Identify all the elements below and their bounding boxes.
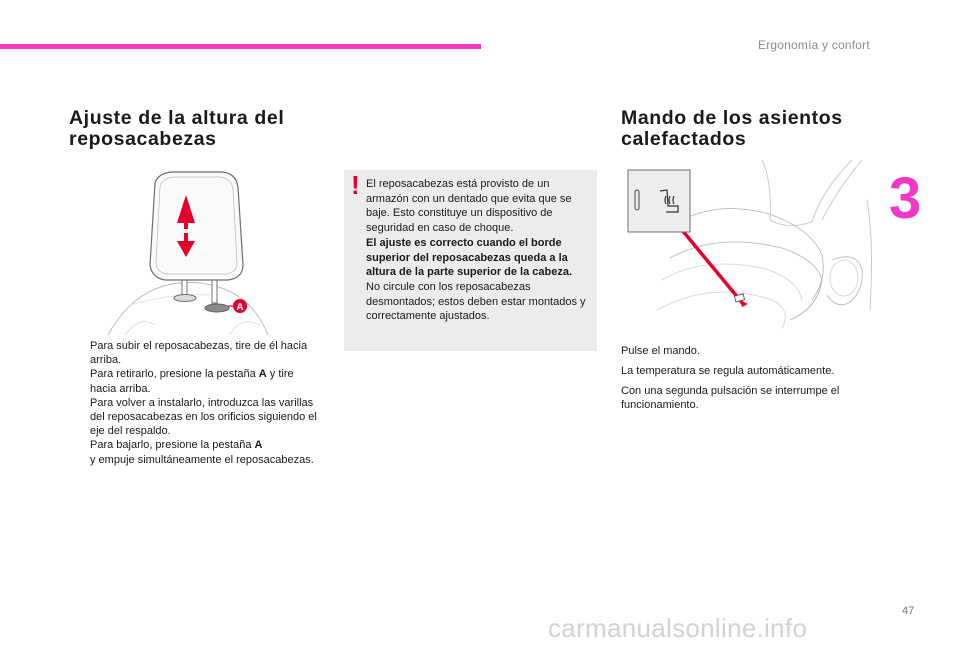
heated-seat-button-inset	[628, 170, 690, 232]
list-item: Para retirarlo, presione la pestaña A y tire hacia arriba.	[90, 368, 294, 395]
heated-seat-step-2: La temperatura se regula automáticamente.	[621, 365, 835, 377]
heated-seat-illustration	[622, 160, 877, 330]
callout-a-label: A	[236, 302, 244, 313]
exclamation-icon: !	[351, 170, 360, 200]
heated-seat-step-1: Pulse el mando.	[621, 345, 700, 357]
heated-seats-heading: Mando de los asientos calefactados	[621, 107, 843, 150]
list-item: Para volver a instalarlo, introduzca las varillas del reposacabezas en los orificios siguiendo el eje del respaldo.	[90, 396, 317, 438]
page-number: 47	[902, 605, 915, 617]
headrest-illustration	[100, 165, 275, 337]
headrest-instructions	[69, 339, 321, 467]
headrest-heading: Ajuste de la altura del reposacabezas	[69, 107, 285, 150]
chapter-number: 3	[889, 166, 922, 231]
list-item: Para bajarlo, presione la pestaña A y empuje simultáneamente el reposacabezas.	[90, 439, 314, 466]
section-title: Ergonomía y confort	[758, 38, 870, 52]
warning-box	[344, 170, 597, 351]
heated-seat-step-3: Con una segunda pulsación se interrumpe el funcionamiento.	[621, 385, 840, 412]
warning-text: El reposacabezas está provisto de un armazón con un dentado que evita que se baje. Esto constituye un dispositivo de seguridad en caso de choque. El ajuste es correcto cuando el borde superior del reposacabezas queda a la altura de la parte superior de la cabeza. No circule con los reposacabezas desmontados; estos deben estar montados y correctamente ajustados.	[366, 178, 586, 323]
top-accent-bar	[0, 44, 481, 49]
list-item: Para subir el reposacabezas, tire de él hacia arriba.	[90, 340, 308, 367]
watermark: carmanualsonline.info	[548, 613, 808, 643]
